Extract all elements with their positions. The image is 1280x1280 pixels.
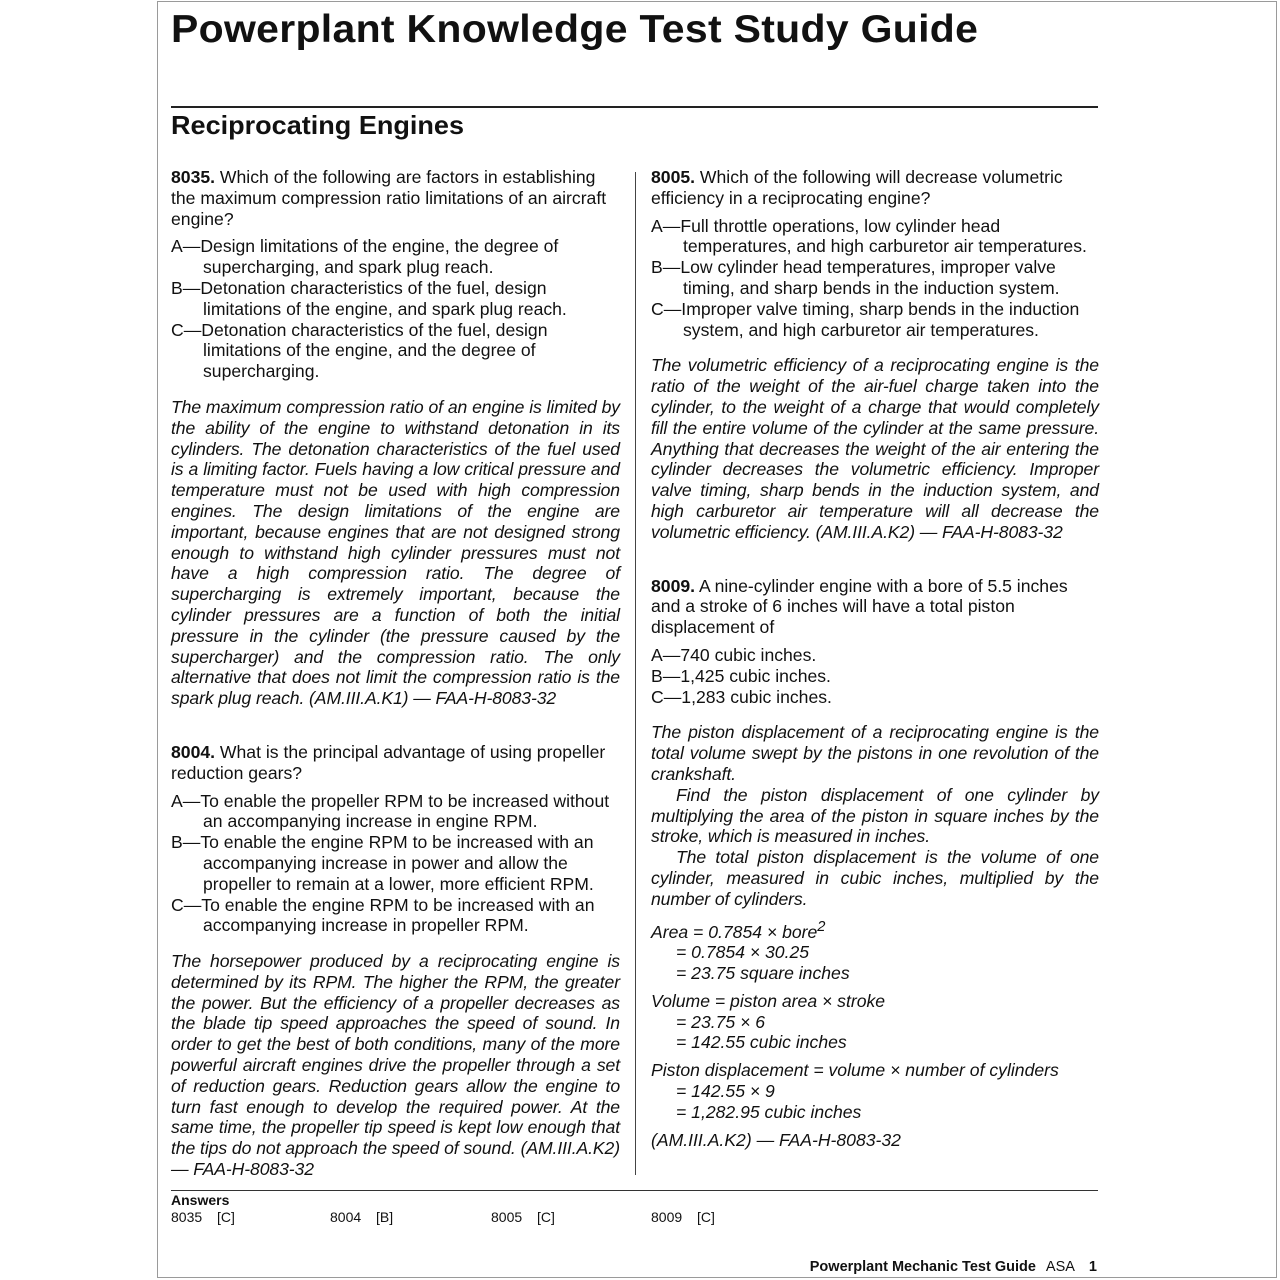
question-8004 xyxy=(171,742,620,1180)
exponent: 2 xyxy=(817,918,826,935)
option-c: C—Improper valve timing, sharp bends in the induction system, and high carburetor air temperatures. xyxy=(651,298,1080,340)
answer-letter: [C] xyxy=(697,1209,715,1225)
option-b: B—Detonation characteristics of the fuel, design limitations of the engine, and spark plug reach. xyxy=(171,277,567,319)
answer-question: 8035 xyxy=(171,1209,203,1225)
formula-text: = 0.7854 × 30.25 xyxy=(676,942,810,963)
formula-line xyxy=(651,1032,1099,1053)
page-number: 1 xyxy=(1088,1259,1097,1275)
option-b: B—To enable the engine RPM to be increased with an accompanying increase in power and allow the propeller to remain at a lower, more efficient RPM. xyxy=(171,832,594,894)
question-stem xyxy=(651,576,1099,638)
area-calculation xyxy=(651,917,1099,984)
formula-text: = 23.75 square inches xyxy=(676,962,850,983)
answer-question: 8005 xyxy=(491,1209,523,1225)
question-number: 8004. xyxy=(171,741,216,762)
answers-label: Answers xyxy=(171,1192,230,1208)
formula-line: Piston displacement = volume × number of cylinders xyxy=(651,1060,1059,1081)
answer-key-item xyxy=(330,1209,393,1225)
left-column xyxy=(171,167,620,1180)
question-stem xyxy=(651,167,1099,209)
question-8005 xyxy=(651,167,1099,543)
formula-line xyxy=(651,1102,1099,1123)
option-c: C—To enable the engine RPM to be increased with an accompanying increase in propeller RPM. xyxy=(171,894,595,936)
formula-text: = 1,282.95 cubic inches xyxy=(676,1101,862,1122)
formula-text: Area = 0.7854 × bore xyxy=(651,921,818,942)
answer-key-item xyxy=(491,1209,555,1225)
answer-options xyxy=(171,236,620,382)
formula-text: = 142.55 cubic inches xyxy=(676,1032,847,1053)
answer-options xyxy=(651,216,1099,341)
displacement-calculation xyxy=(651,1060,1099,1122)
question-number: 8035. xyxy=(171,167,216,187)
formula-text: = 142.55 × 9 xyxy=(676,1080,775,1101)
volume-calculation xyxy=(651,991,1099,1053)
option-a: A—To enable the propeller RPM to be increased without an accompanying increase in engine RPM. xyxy=(171,790,610,832)
option-a: A—Design limitations of the engine, the degree of supercharging, and spark plug reach. xyxy=(171,236,559,278)
formula-line xyxy=(651,917,1099,943)
spacer xyxy=(171,709,620,742)
answer-question: 8004 xyxy=(330,1209,362,1225)
question-text: What is the principal advantage of using propeller reduction gears? xyxy=(171,741,606,783)
question-8009 xyxy=(651,576,1099,1151)
publisher: ASA xyxy=(1045,1259,1075,1275)
spacer xyxy=(651,543,1099,576)
answer-letter: [C] xyxy=(537,1209,555,1225)
page-title: Powerplant Knowledge Test Study Guide xyxy=(171,8,979,51)
reference: (AM.III.A.K2) — FAA-H-8083-32 xyxy=(651,1129,901,1150)
question-text: Which of the following are factors in establishing the maximum compression ratio limitations of an aircraft engine? xyxy=(171,167,607,229)
option-b: B—1,425 cubic inches. xyxy=(651,665,831,686)
formula-line xyxy=(651,942,1099,963)
answers-rule xyxy=(171,1190,1098,1191)
question-stem xyxy=(171,167,620,229)
explanation: The maximum compression ratio of an engine is limited by the ability of the engine to withstand detonation in its cylinders. The detonation characteristics of the fuel used is a limiting factor. Fuels having a low critical pressure and temperature must not be used with high compression engines. The design limitations of the engine are important, because engines that are not designed strong enough to withstand high cylinder pressures must not have a high compression ratio. The degree of supercharging is extremely important, because the cylinder pressures are a function of both the initial pressure in the cylinder (the pressure caused by the supercharger) and the compression ratio. The only alternative that does not limit the compression ratio is the spark plug reach. (AM.III.A.K1) — FAA-H-8083-32 xyxy=(171,396,620,709)
formula-line xyxy=(651,1012,1099,1033)
answer-letter: [C] xyxy=(217,1209,235,1225)
question-number: 8009. xyxy=(651,575,696,596)
explanation-paragraph: The total piston displacement is the volume of one cylinder, measured in cubic inches, multiplied by the number of cylinders. xyxy=(651,847,1099,909)
formula-line: Volume = piston area × stroke xyxy=(651,990,886,1011)
question-number: 8005. xyxy=(651,167,696,187)
explanation-paragraph: The piston displacement of a reciprocating engine is the total volume swept by the pistons in one revolution of the crankshaft. xyxy=(651,722,1099,784)
formula-line xyxy=(651,1081,1099,1102)
answer-key-item xyxy=(651,1209,715,1225)
answer-letter: [B] xyxy=(376,1209,394,1225)
answer-question: 8009 xyxy=(651,1209,683,1225)
page-footer xyxy=(810,1259,1097,1275)
formula-line xyxy=(651,963,1099,984)
answer-options xyxy=(651,645,1099,707)
explanation: The horsepower produced by a reciprocating engine is determined by its RPM. The higher the RPM, the greater the power. But the efficiency of a propeller decreases as the blade tip speed approaches the speed of sound. In order to get the best of both conditions, many of the more powerful aircraft engines drive the propeller through a set of reduction gears. Reduction gears allow the engine to turn fast enough to develop the required power. At the same time, the propeller tip speed is kept low enough that the tips do not approach the speed of sound. (AM.III.A.K2) — FAA-H-8083-32 xyxy=(171,951,620,1180)
explanation-paragraph: Find the piston displacement of one cylinder by multiplying the area of the piston in square inches by the stroke, which is measured in inches. xyxy=(651,784,1099,847)
answer-key-item xyxy=(171,1209,235,1225)
option-b: B—Low cylinder head temperatures, improper valve timing, and sharp bends in the induction system. xyxy=(651,257,1060,298)
answer-options xyxy=(171,791,620,937)
question-text: Which of the following will decrease volumetric efficiency in a reciprocating engine? xyxy=(651,167,1063,208)
header-rule xyxy=(171,106,1098,108)
option-c: C—Detonation characteristics of the fuel, design limitations of the engine, and the degree of supercharging. xyxy=(171,319,548,382)
option-a: A—740 cubic inches. xyxy=(651,644,817,665)
option-a: A—Full throttle operations, low cylinder head temperatures, and high carburetor air temperatures. xyxy=(651,215,1087,257)
option-c: C—1,283 cubic inches. xyxy=(651,686,832,707)
explanation: The volumetric efficiency of a reciprocating engine is the ratio of the weight of the air-fuel charge taken into the cylinder, to the weight of a charge that would completely fill the entire volume of the cylinder at the same pressure. Anything that decreases the weight of the air entering the cylinder decreases the volumetric efficiency. Improper valve timing, sharp bends in the induction system, and high carburetor air temperature will all decrease the volumetric efficiency. (AM.III.A.K2) — FAA-H-8083-32 xyxy=(651,355,1099,542)
book-title: Powerplant Mechanic Test Guide xyxy=(809,1259,1036,1275)
question-8035 xyxy=(171,167,620,709)
question-stem xyxy=(171,742,620,784)
section-heading: Reciprocating Engines xyxy=(171,110,465,140)
question-text: A nine-cylinder engine with a bore of 5.5 inches and a stroke of 6 inches will have a total piston displacement of xyxy=(651,575,1068,638)
column-divider xyxy=(635,172,636,1175)
right-column xyxy=(651,167,1099,1150)
formula-text: = 23.75 × 6 xyxy=(676,1011,766,1032)
